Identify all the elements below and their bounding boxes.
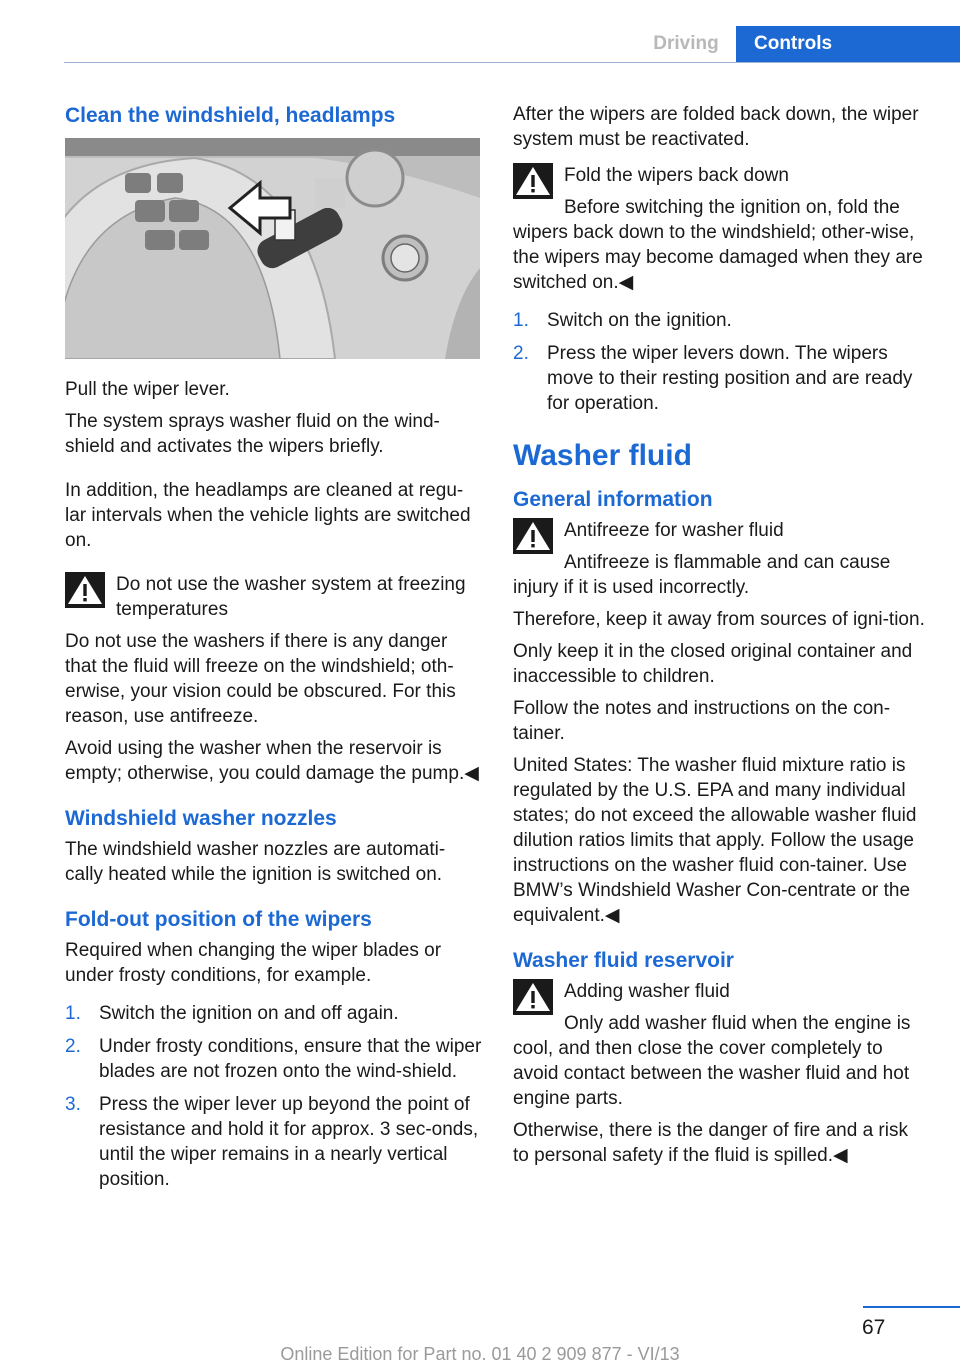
footer-rule [863, 1306, 960, 1308]
warning-freezing [65, 572, 483, 729]
steering-wheel-image [65, 138, 480, 359]
header-rule [64, 62, 960, 63]
reactivate-steps [513, 308, 927, 416]
section-title-nozzles: Windshield washer nozzles [65, 807, 337, 830]
steering-wheel-illustration [65, 138, 480, 359]
text-avoid: Avoid using the washer when the reservoir is empty; otherwise, you could damage the pump.◀ [65, 738, 479, 784]
section-title-reservoir: Washer fluid reservoir [513, 949, 734, 972]
section-title-general: General information [513, 488, 713, 511]
list-item: 3. Press the wiper lever up beyond the point of resistance and hold it for approx. 3 sec‐onds, until the wiper remains in a nearly vertical position. [65, 1094, 479, 1190]
tab-driving[interactable]: Driving [653, 33, 719, 54]
warning-adding [513, 979, 927, 1111]
warning-triangle-icon [513, 518, 553, 554]
text-us: United States: The washer fluid mixture ratio is regulated by the U.S. EPA and many individual states; do not exceed the allowable washer fluid dilution ratios limits that apply. Follow the usage instructions on the washer fluid con‐tainer. Use BMW’s Windshield Washer Con‐centrate or the equivalent.◀ [513, 755, 917, 926]
list-item: 2. Under frosty conditions, ensure that the wiper blades are not frozen onto the wind‐shield. [65, 1036, 482, 1082]
right-column [513, 102, 927, 1175]
list-item: 1. Switch on the ignition. [513, 310, 732, 331]
text-therefore: Therefore, keep it away from sources of igni‐tion. [513, 609, 925, 630]
warning-title: Fold the wipers back down [564, 165, 789, 186]
left-column [65, 102, 483, 1202]
list-item: 2. Press the wiper levers down. The wipers move to their resting position and are ready for operation. [513, 343, 913, 414]
footer-edition: Online Edition for Part no. 01 40 2 909 877 - VI/13 [280, 1344, 680, 1364]
warning-title: Antifreeze for washer fluid [564, 520, 784, 541]
warning-antifreeze [513, 518, 927, 600]
warning-title: Do not use the washer system at freezing temperatures [116, 574, 466, 620]
page-number: 67 [862, 1316, 886, 1339]
warning-triangle-icon [513, 979, 553, 1015]
text-nozzles: The windshield washer nozzles are automati‐cally heated while the ignition is switched on. [65, 839, 446, 885]
main-title-washer-fluid: Washer fluid [513, 439, 692, 472]
text-required: Required when changing the wiper blades or under frosty conditions, for example. [65, 940, 442, 986]
text-after: After the wipers are folded back down, the wiper system must be reactivated. [513, 104, 919, 150]
warning-triangle-icon [513, 163, 553, 199]
tab-controls[interactable]: Controls [736, 26, 960, 62]
warning-body: Only add washer fluid when the engine is cool, and then close the cover completely to avoid contact between the washer fluid and hot engine parts. [513, 1013, 911, 1109]
warning-body: Antifreeze is flammable and can cause injury if it is used incorrectly. [513, 552, 891, 598]
warning-triangle-icon [65, 572, 105, 608]
header-tabs [636, 26, 960, 62]
text-addition: In addition, the headlamps are cleaned at regu‐lar intervals when the vehicle lights are switched on. [65, 480, 471, 551]
text-otherwise: Otherwise, there is the danger of fire and a risk to personal safety if the fluid is spilled.◀ [513, 1120, 908, 1166]
section-title-clean: Clean the windshield, headlamps [65, 104, 396, 127]
section-title-foldout: Fold-out position of the wipers [65, 908, 372, 931]
warning-fold-back [513, 163, 927, 295]
foldout-steps [65, 1001, 483, 1192]
text-follow: Follow the notes and instructions on the con‐tainer. [513, 698, 891, 744]
text-system: The system sprays washer fluid on the wind‐shield and activates the wipers briefly. [65, 411, 440, 457]
warning-body: Do not use the washers if there is any danger that the fluid will freeze on the windshield; oth‐erwise, your vision could be obscured. For this reason, use antifreeze. [65, 631, 456, 727]
warning-title: Adding washer fluid [564, 981, 730, 1002]
warning-body: Before switching the ignition on, fold the wipers back down to the windshield; other‐wise, the wipers may become damaged when they are switched on.◀ [513, 197, 923, 293]
text-pull: Pull the wiper lever. [65, 379, 230, 400]
list-item: 1. Switch the ignition on and off again. [65, 1003, 399, 1024]
text-only: Only keep it in the closed original container and inaccessible to children. [513, 641, 913, 687]
